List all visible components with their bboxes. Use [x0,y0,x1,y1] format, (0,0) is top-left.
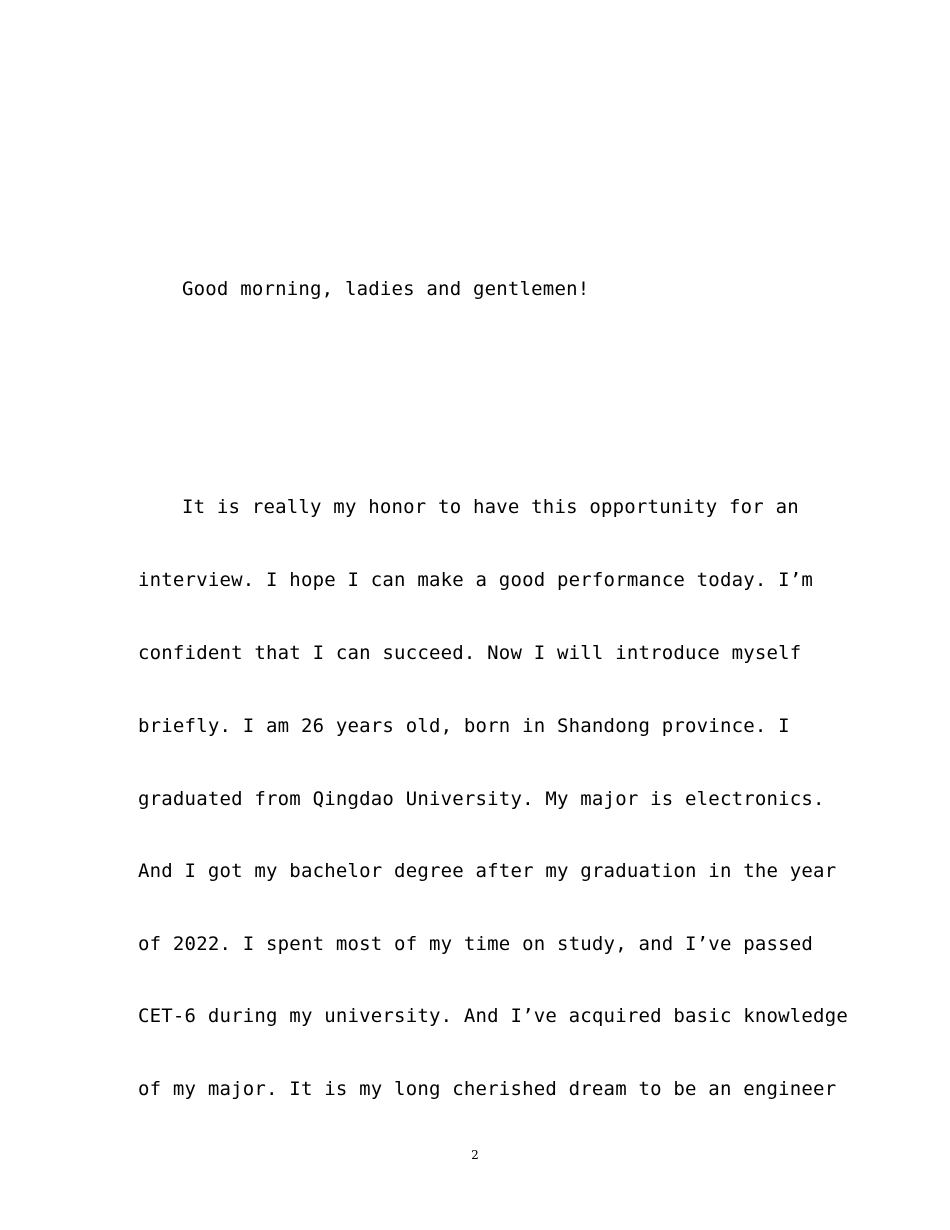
paragraph-line: interview. I hope I can make a good performance today. I’m [138,569,814,591]
paragraph-line: confident that I can succeed. Now I will introduce myself [138,642,802,664]
paragraph-line: CET-6 during my university. And I’ve acquired basic knowledge [138,1005,848,1027]
paragraph-line: of 2022. I spent most of my time on study, and I’ve passed [138,933,814,955]
paragraph-line: It is really my honor to have this opportunity for an [182,496,799,518]
paragraph-line: of my major. It is my long cherished dream to be an engineer [138,1078,837,1100]
paragraph-line: And I got my bachelor degree after my graduation in the year [138,860,837,882]
page-number: 2 [471,1148,479,1162]
paragraph-line: graduated from Qingdao University. My major is electronics. [138,788,825,810]
paragraph-line: briefly. I am 26 years old, born in Shandong province. I [138,715,790,737]
greeting-line: Good morning, ladies and gentlemen! [182,278,590,300]
